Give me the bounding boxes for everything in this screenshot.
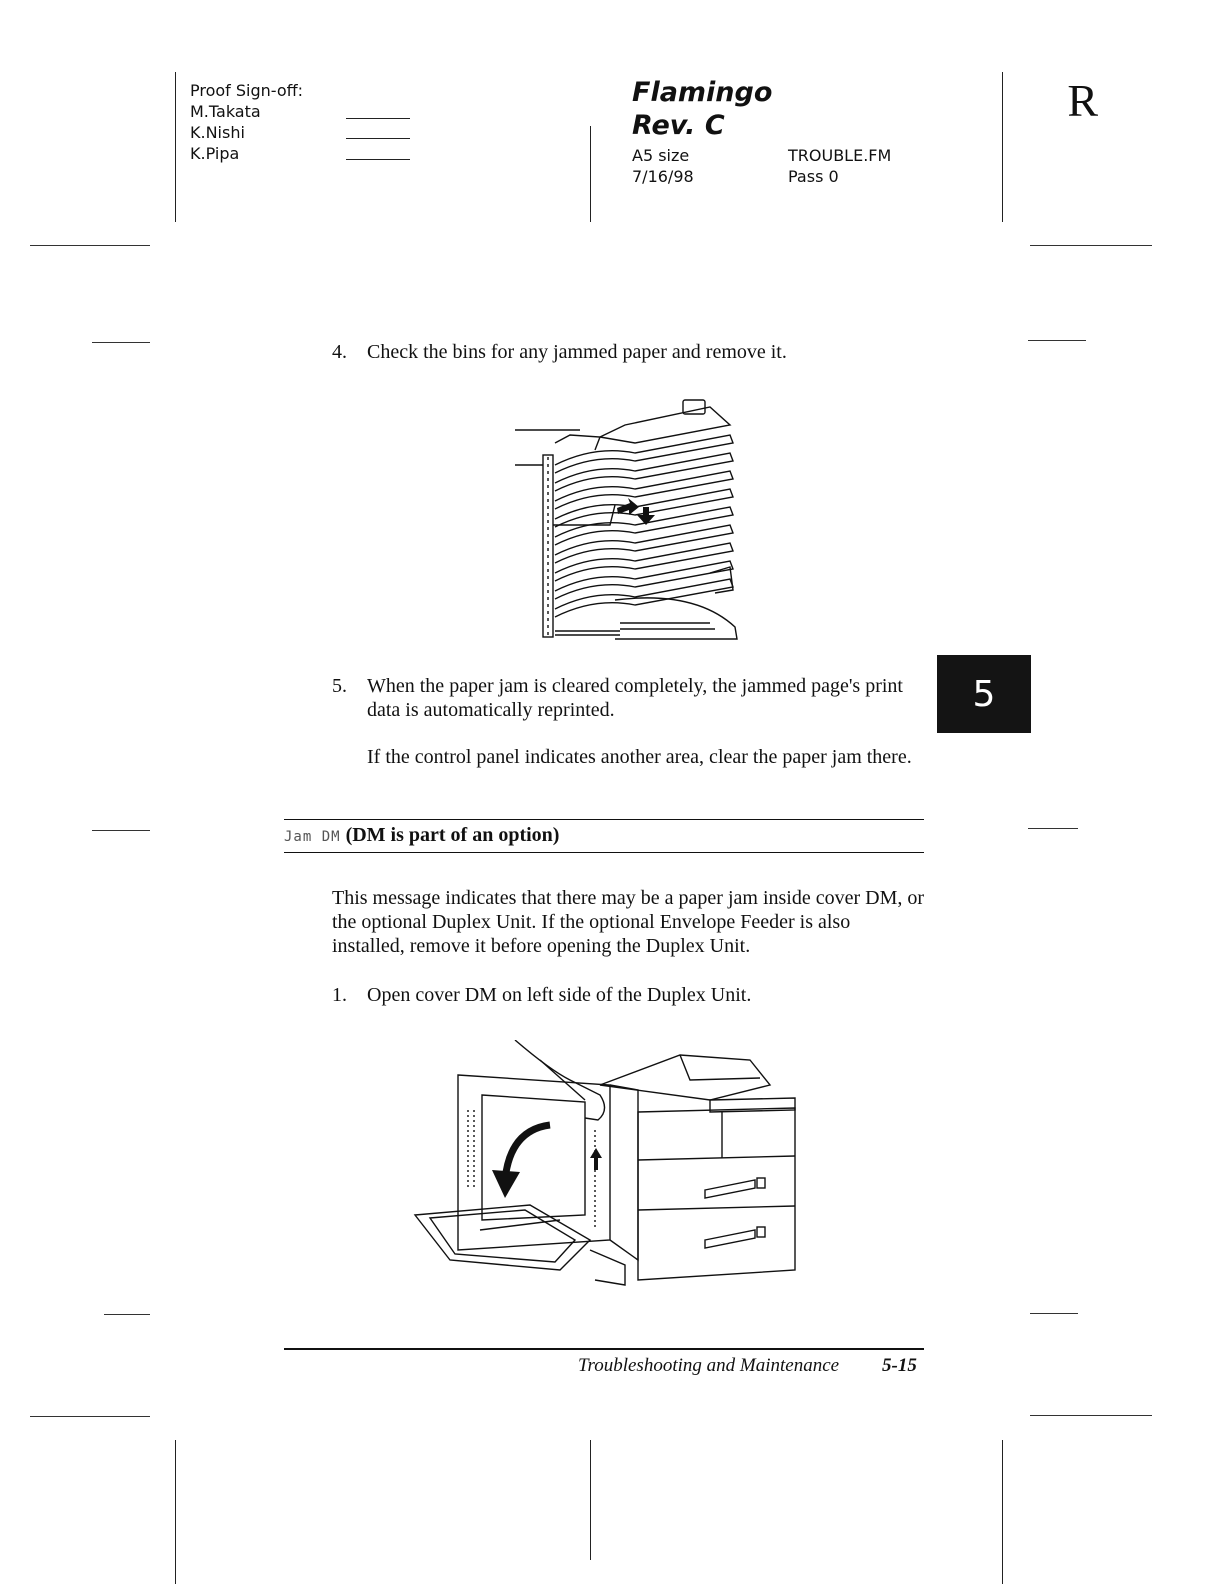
header-right-rule (1002, 72, 1003, 222)
signer-name: K.Nishi (190, 123, 245, 142)
step-text: Open cover DM on left side of the Duplex Unit. (367, 984, 752, 1006)
proof-signoff-block (190, 80, 303, 164)
footer-right-rule (1002, 1440, 1003, 1584)
paragraph: If the control panel indicates another area, clear the paper jam there. (367, 746, 912, 768)
title-block (632, 76, 772, 142)
proof-signoff-label: Proof Sign-off: (190, 81, 304, 100)
crop-mark (104, 1314, 150, 1315)
crop-mark (1028, 828, 1078, 829)
section-heading-text: (DM is part of an option) (345, 824, 560, 846)
crop-mark (30, 245, 150, 246)
product-name: Flamingo (632, 77, 773, 108)
crop-mark (1030, 245, 1152, 246)
revision: Rev. C (632, 110, 725, 141)
corner-mark: R (1067, 75, 1098, 126)
file-name: TROUBLE.FM (788, 146, 892, 165)
footer-left-rule (175, 1440, 176, 1584)
lcd-message: Jam DM (284, 829, 341, 845)
crop-mark (1028, 340, 1086, 341)
pass: Pass 0 (788, 167, 839, 186)
signer-name: M.Takata (190, 102, 261, 121)
step-number: 5. (332, 675, 347, 697)
paper-size: A5 size (632, 146, 690, 165)
header-left-rule (175, 72, 176, 222)
signature-line (346, 138, 410, 139)
multi-bin-mailbox-illustration-icon (515, 395, 760, 645)
date: 7/16/98 (632, 167, 694, 186)
step-number: 1. (332, 984, 347, 1006)
step-text: Check the bins for any jammed paper and remove it. (367, 341, 787, 363)
crop-mark (92, 830, 150, 831)
header-center-rule (590, 126, 591, 222)
step-number: 4. (332, 341, 347, 363)
crop-mark (1030, 1415, 1152, 1416)
footer-page-number: 5-15 (882, 1355, 917, 1376)
footer-rule (284, 1348, 924, 1350)
printer-duplex-unit-open-illustration-icon (410, 1040, 800, 1290)
signature-line (346, 118, 410, 119)
chapter-tab: 5 (937, 655, 1031, 733)
signature-line (346, 159, 410, 160)
section-heading (284, 824, 559, 847)
step-text: When the paper jam is cleared completely, the jammed page's print data is automatically reprinted. (367, 675, 903, 721)
section-rule-bottom (284, 852, 924, 853)
footer-center-rule (590, 1440, 591, 1560)
crop-mark (92, 342, 150, 343)
section-rule-top (284, 819, 924, 820)
crop-mark (1030, 1313, 1078, 1314)
crop-mark (30, 1416, 150, 1417)
signer-name: K.Pipa (190, 144, 240, 163)
section-intro: This message indicates that there may be a paper jam inside cover DM, or the optional Duplex Unit. If the optional Envelope Feeder is also installed, remove it before opening the Duplex Unit. (332, 887, 925, 957)
footer-section-title: Troubleshooting and Maintenance (578, 1355, 840, 1376)
